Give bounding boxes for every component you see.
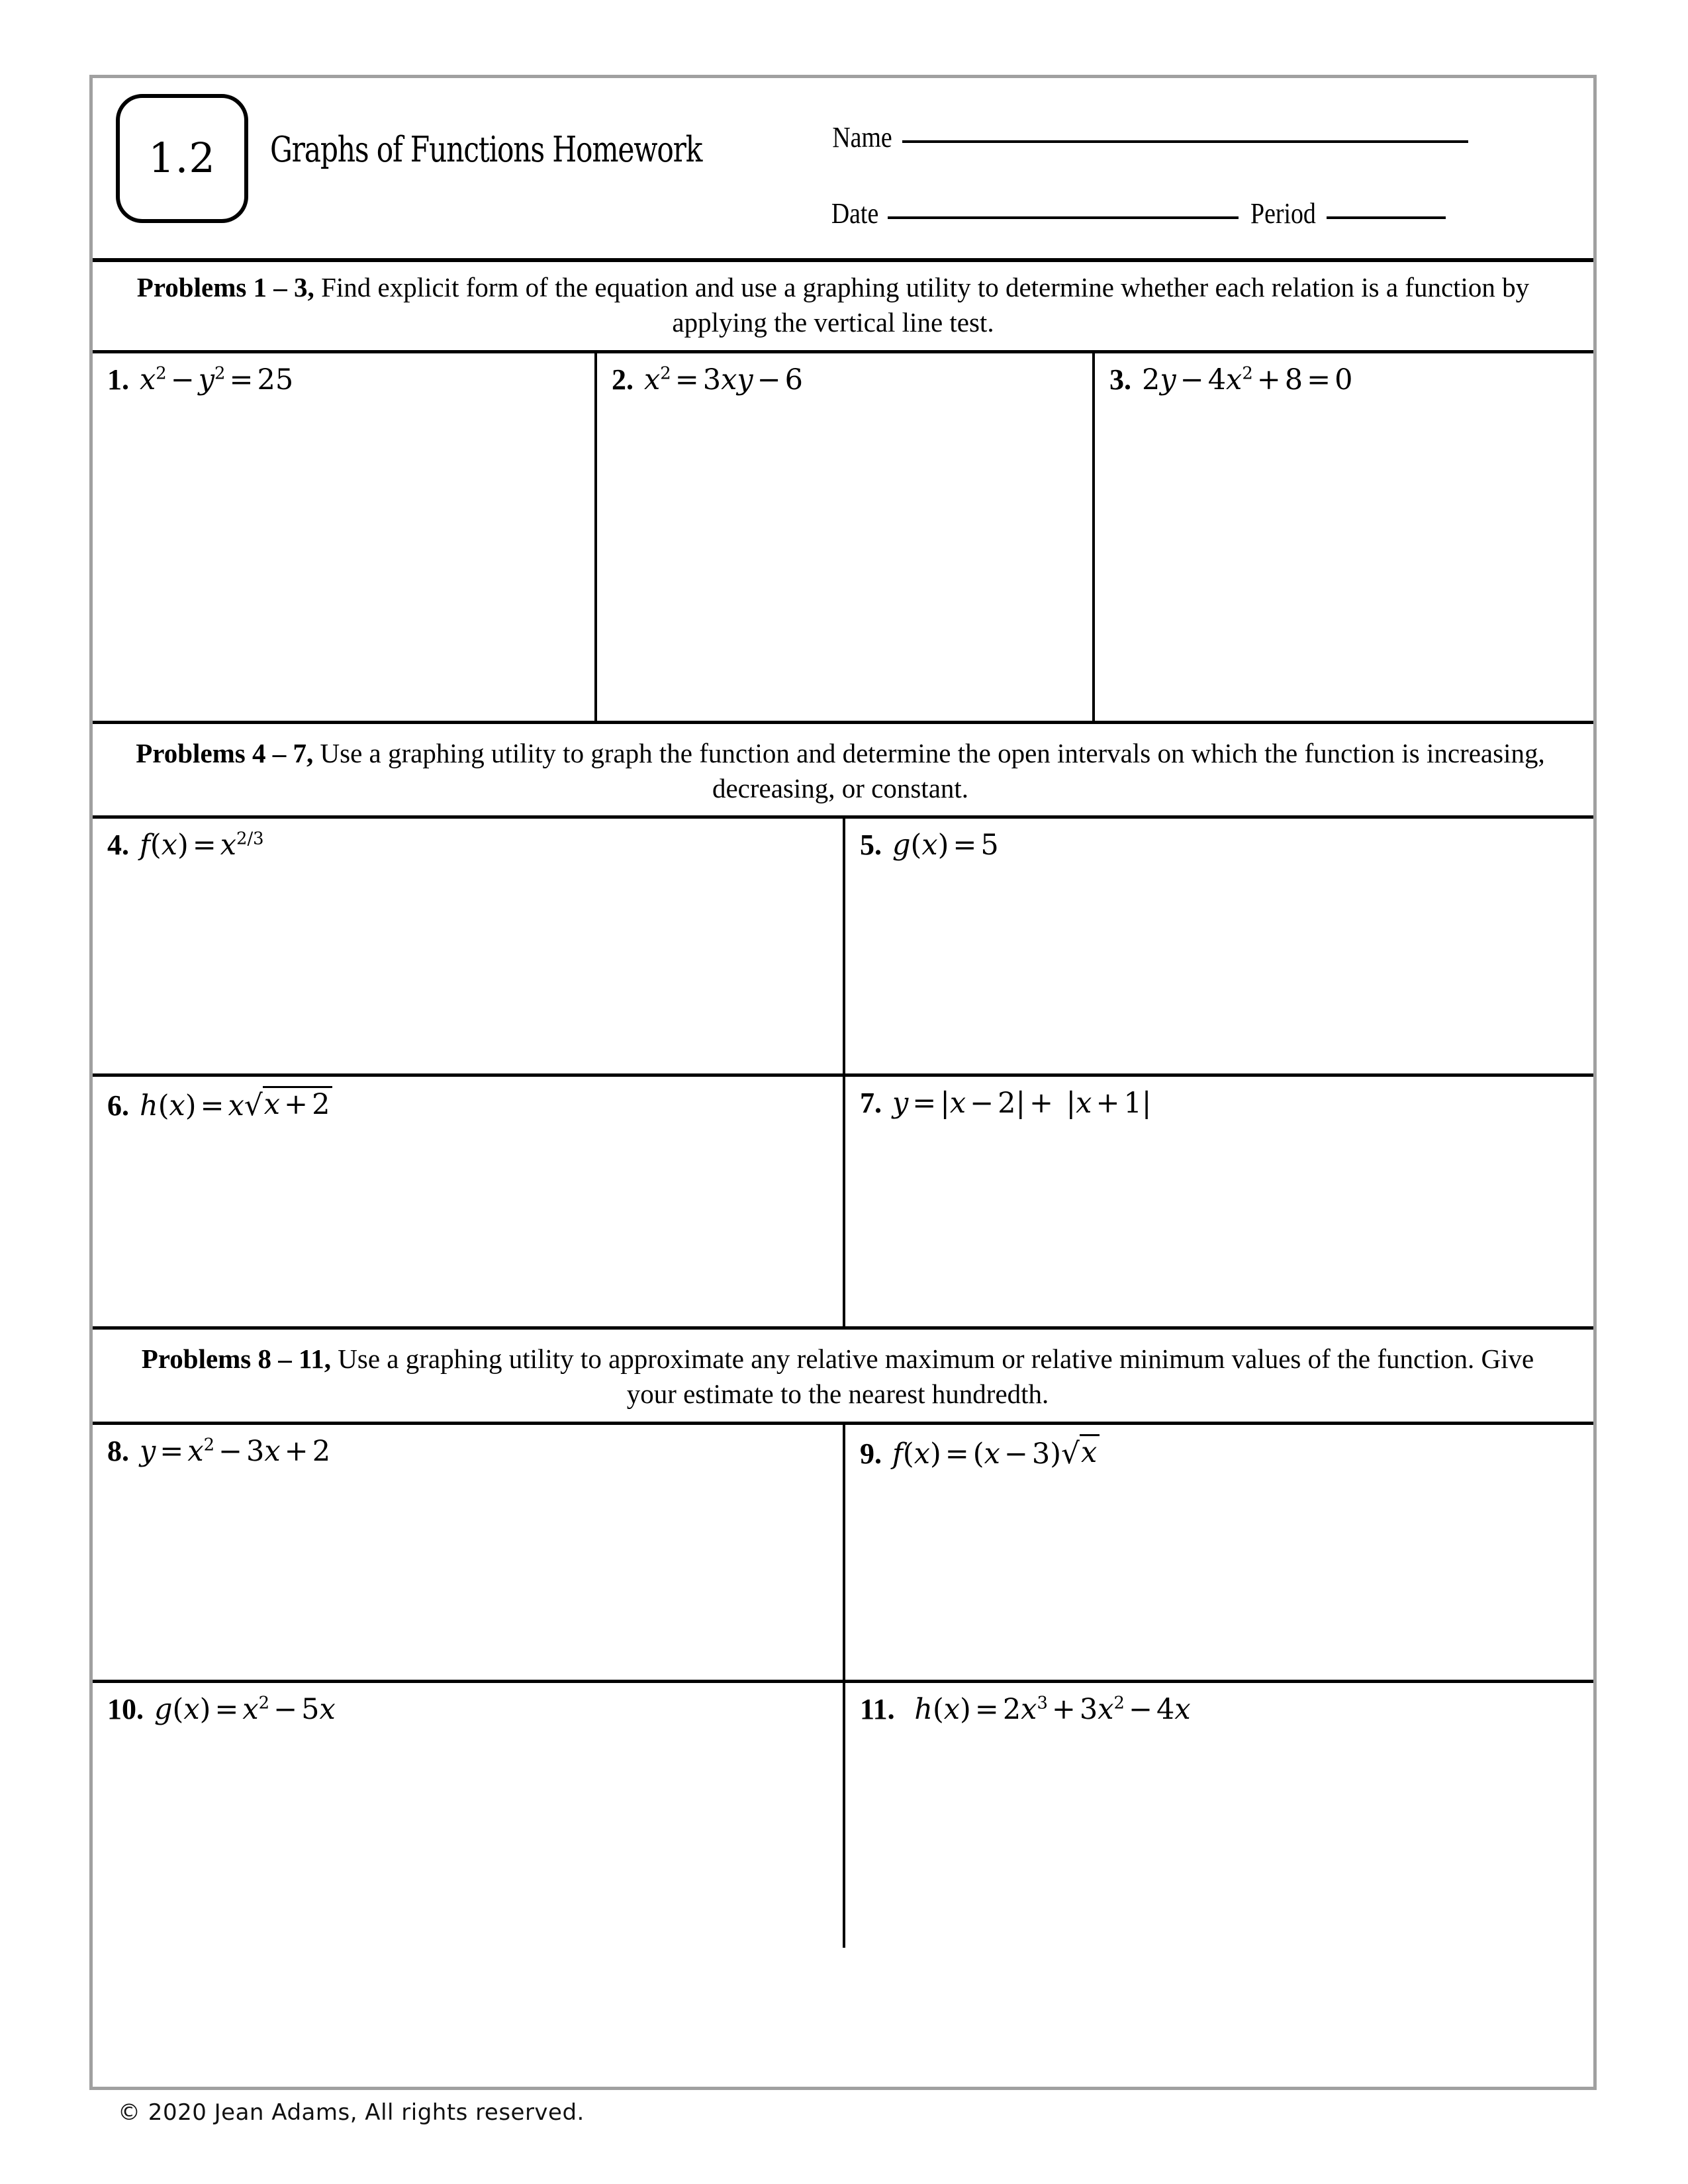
problem-5-content xyxy=(860,829,1593,861)
lesson-number-text: 1.2 xyxy=(148,133,216,182)
problem-10-content xyxy=(107,1694,843,1725)
problem-2-content xyxy=(612,364,1092,396)
problem-number-3: 3. xyxy=(1109,363,1131,396)
problem-4-content xyxy=(107,829,843,861)
problem-cell-6[interactable] xyxy=(93,1077,843,1326)
problem-11-content xyxy=(860,1694,1593,1725)
instruction-block-2 xyxy=(93,724,1593,819)
problem-6-content xyxy=(107,1087,843,1122)
problem-cell-10[interactable] xyxy=(93,1683,843,1948)
problem-7-equation: y = |x − 2| + |x + 1| xyxy=(892,1087,1152,1120)
problem-cell-11[interactable] xyxy=(843,1683,1593,1948)
problem-cell-7[interactable] xyxy=(843,1077,1593,1326)
problem-number-2: 2. xyxy=(612,363,633,396)
worksheet-inner xyxy=(93,78,1593,2087)
problem-number-9: 9. xyxy=(860,1437,882,1470)
problem-8-content xyxy=(107,1435,843,1467)
instruction-block-1 xyxy=(93,258,1593,353)
copyright-footer: © 2020 Jean Adams, All rights reserved. xyxy=(118,2099,585,2126)
problem-number-8: 8. xyxy=(107,1434,129,1467)
student-info-fields xyxy=(827,93,1569,230)
instruction-lead-3: Problems 8 – 11, xyxy=(141,1343,332,1375)
problem-number-1: 1. xyxy=(107,363,129,396)
problem-8-equation: $y = x^2 - 3x + 2$ xyxy=(140,1434,331,1468)
name-input-line[interactable] xyxy=(902,140,1468,143)
instruction-block-3 xyxy=(93,1330,1593,1425)
problem-row-6-7 xyxy=(93,1077,1593,1330)
problem-number-7: 7. xyxy=(860,1087,882,1120)
page-title: Graphs of Functions Homework xyxy=(270,130,702,170)
problem-number-4: 4. xyxy=(107,829,129,862)
problem-number-6: 6. xyxy=(107,1089,129,1122)
instruction-lead-2: Problems 4 – 7, xyxy=(136,737,314,768)
problem-cell-1[interactable] xyxy=(93,353,594,721)
instruction-lead-1: Problems 1 – 3, xyxy=(136,272,314,302)
problem-row-8-9 xyxy=(93,1425,1593,1683)
problem-5-equation: g(x) = 5 xyxy=(892,829,999,862)
problem-6-equation: h(x) = x√x + 2 xyxy=(140,1089,332,1122)
problem-4-equation: $f(x) = x^{2/3}$ xyxy=(140,829,264,862)
problem-3-equation: $2y - 4x^2 + 8 = 0$ xyxy=(1142,363,1353,396)
period-input-line[interactable] xyxy=(1327,216,1446,219)
problem-11-equation: $h(x) = 2x^3 + 3x^2 - 4x$ xyxy=(914,1692,1191,1726)
date-label: Date xyxy=(831,197,879,230)
problem-row-1-3 xyxy=(93,353,1593,724)
problem-row-10-11 xyxy=(93,1683,1593,1948)
problem-cell-9[interactable] xyxy=(843,1425,1593,1680)
problem-9-equation: f(x) = (x − 3)√x xyxy=(892,1437,1100,1471)
problem-7-content xyxy=(860,1087,1593,1119)
problem-number-5: 5. xyxy=(860,829,882,862)
worksheet-header xyxy=(93,78,1593,258)
instruction-text-2: Use a graphing utility to graph the function and determine the open intervals on which the function is increasing, decreasing, or constant. xyxy=(313,737,1545,803)
period-label: Period xyxy=(1250,197,1316,230)
instruction-text-1: Find explicit form of the equation and use a graphing utility to determine whether each relation is a function by applying the vertical line test. xyxy=(314,272,1530,338)
problem-row-4-5 xyxy=(93,819,1593,1077)
date-input-line[interactable] xyxy=(888,216,1239,219)
problem-number-10: 10. xyxy=(107,1692,144,1725)
problem-9-content xyxy=(860,1435,1593,1470)
problem-cell-2[interactable] xyxy=(594,353,1092,721)
problem-1-content xyxy=(107,364,594,396)
problem-number-11: 11. xyxy=(860,1692,895,1725)
lesson-number-badge xyxy=(116,94,248,223)
problem-3-content xyxy=(1109,364,1593,396)
problem-cell-4[interactable] xyxy=(93,819,843,1073)
problem-cell-8[interactable] xyxy=(93,1425,843,1680)
name-label: Name xyxy=(832,121,892,154)
worksheet-page xyxy=(89,75,1597,2090)
problem-2-equation: $x^2 = 3xy - 6$ xyxy=(644,363,804,396)
problem-cell-3[interactable] xyxy=(1092,353,1593,721)
problem-cell-5[interactable] xyxy=(843,819,1593,1073)
problem-1-equation: $x^2 - y^2 = 25$ xyxy=(140,363,294,396)
instruction-text-3: Use a graphing utility to approximate any relative maximum or relative minimum values of the function. Give your estimate to the nearest hundredth. xyxy=(331,1343,1534,1410)
date-period-field-row xyxy=(827,197,1569,230)
name-field-row xyxy=(827,120,1569,154)
problem-10-equation: $g(x) = x^2 - 5x$ xyxy=(154,1692,336,1726)
